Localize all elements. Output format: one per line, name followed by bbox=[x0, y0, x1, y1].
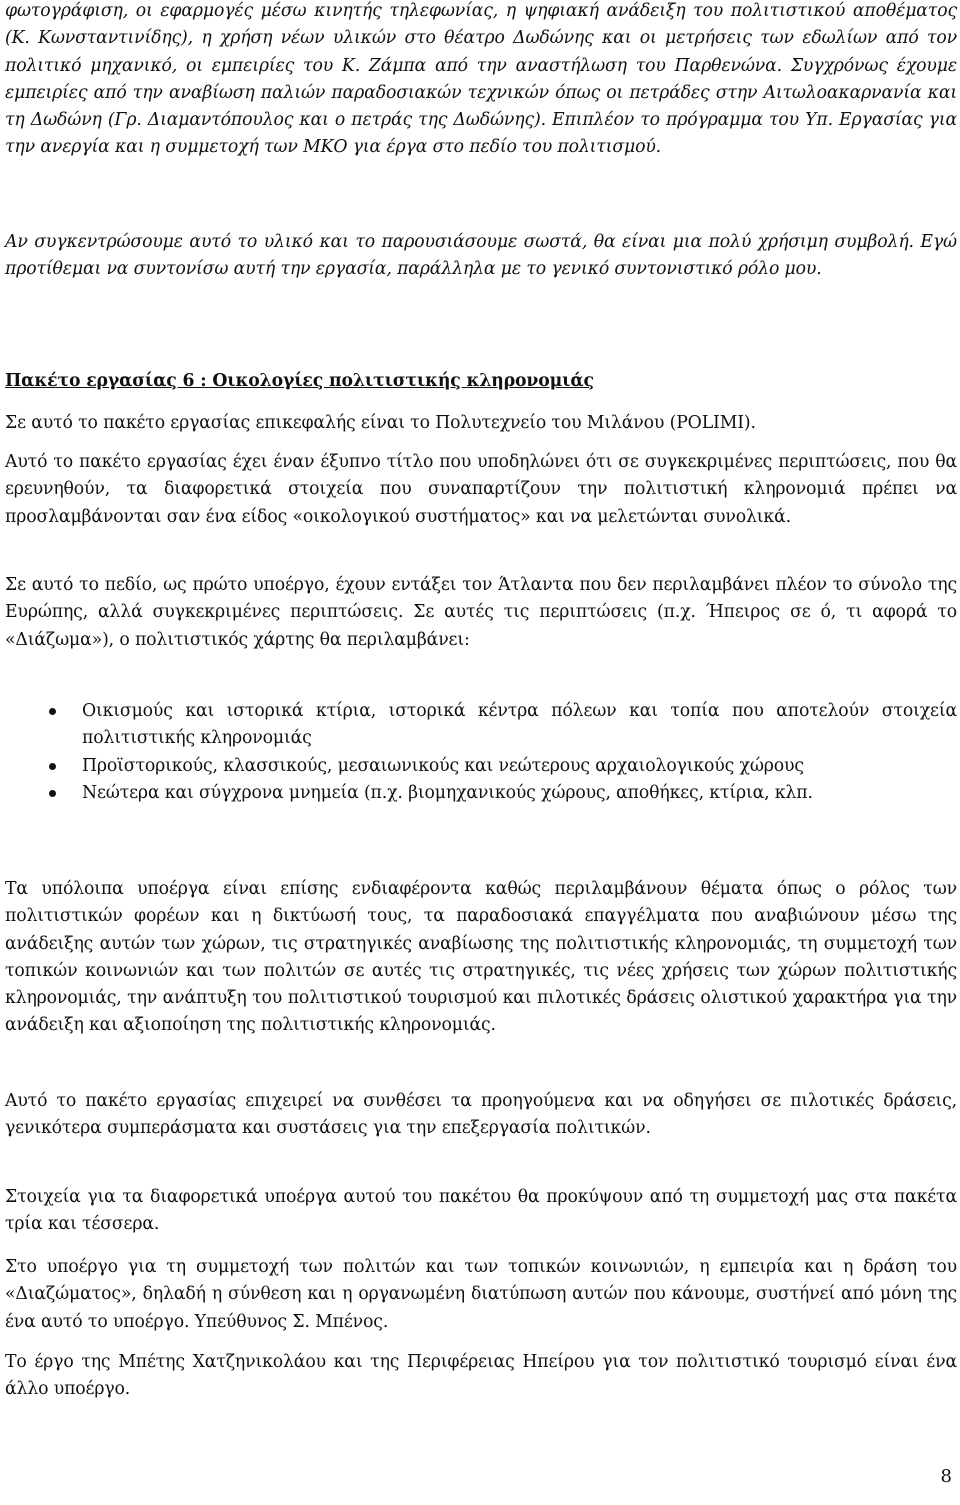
list-item-text: Οικισμούς και ιστορικά κτίρια, ιστορικά κέντρα πόλεων και τοπία που αποτελούν στοιχεία πολιτιστικής κληρονομιάς bbox=[82, 701, 957, 749]
page-number: 8 bbox=[940, 1466, 952, 1487]
section-paragraph-6: Στοιχεία για τα διαφορετικά υποέργα αυτού του πακέτου θα προκύψουν από τη συμμετοχή μας στα πακέτα τρία και τέσσερα. bbox=[5, 1187, 957, 1235]
list-item-text: Προϊστορικούς, κλασσικούς, μεσαιωνικούς και νεώτερους αρχαιολογικούς χώρους bbox=[82, 755, 804, 776]
section-paragraph-3: Σε αυτό το πεδίο, ως πρώτο υποέργο, έχουν εντάξει τον Άτλαντα που δεν περιλαμβάνει πλέον το σύνολο της Ευρώπης, αλλά συγκεκριμένες περιπτώσεις. Σε αυτές τις περιπτώσεις (π.χ. Ήπειρος σε ό, τι αφορά το «Διάζωμα»), ο πολιτιστικός χάρτης θα περιλαμβάνει: bbox=[5, 575, 957, 650]
intro-paragraph-2: Αν συγκεντρώσουμε αυτό το υλικό και το παρουσιάσουμε σωστά, θα είναι μια πολύ χρήσιμη συμβολή. Εγώ προτίθεμαι να συντονίσω αυτή την εργασία, παράλληλα με το γενικό συντονιστικό ρόλο μου. bbox=[5, 232, 957, 280]
bullet-icon bbox=[49, 790, 56, 797]
list-item bbox=[5, 753, 957, 780]
section-paragraph-2: Αυτό το πακέτο εργασίας έχει έναν έξυπνο τίτλο που υποδηλώνει ότι σε συγκεκριμένες περιπτώσεις, που θα ερευνηθούν, τα διαφορετικά στοιχεία που συναπαρτίζουν την πολιτιστική κληρονομιά πρέπει να προσλαμβάνονται σαν ένα είδος «οικολογικού συστήματος» και να μελετώνται συνολικά. bbox=[5, 452, 957, 527]
bullet-icon bbox=[49, 708, 56, 715]
section-paragraph-1: Σε αυτό το πακέτο εργασίας επικεφαλής είναι το Πολυτεχνείο του Μιλάνου (POLIMI). bbox=[5, 413, 756, 433]
section-heading: Πακέτο εργασίας 6 : Οικολογίες πολιτιστικής κληρονομιάς bbox=[5, 371, 594, 391]
list-item bbox=[5, 780, 957, 807]
section-paragraph-7: Στο υποέργο για τη συμμετοχή των πολιτών και των τοπικών κοινωνιών, η εμπειρία και η δράση του «Διαζώματος», δηλαδή η σύνθεση και η οργανωμένη διατύπωση αυτών που κάνουμε, συστήνεί από μόνη της ένα αυτό το υποέργο. Υπεύθυνος Σ. Μπένος. bbox=[5, 1257, 957, 1332]
list-item-text: Νεώτερα και σύγχρονα μνημεία (π.χ. βιομηχανικούς χώρους, αποθήκες, κτίρια, κλπ. bbox=[82, 782, 813, 803]
bullet-icon bbox=[49, 763, 56, 770]
section-paragraph-4: Τα υπόλοιπα υποέργα είναι επίσης ενδιαφέροντα καθώς περιλαμβάνουν θέματα όπως ο ρόλος των πολιτιστικών φορέων και η δικτύωσή τους, τα παραδοσιακά επαγγέλματα που αναβιώνουν μέσω της ανάδειξης αυτών των χώρων, τις στρατηγικές αναβίωσης της πολιτιστικής κληρονομιάς, τη συμμετοχή των τοπικών κοινωνιών και των πολιτών σε αυτές τις στρατηγικές, τις νέες χρήσεις των χώρων πολιτιστικής κληρονομιάς, την ανάπτυξη του πολιτιστικού τουρισμού και πιλοτικές δράσεις ολιστικού χαρακτήρα για την ανάδειξη και αξιοποίηση της πολιτιστικής κληρονομιάς. bbox=[5, 879, 957, 1036]
section-paragraph-5: Αυτό το πακέτο εργασίας επιχειρεί να συνθέσει τα προηγούμενα και να οδηγήσει σε πιλοτικές δράσεις, γενικότερα συμπεράσματα και συστάσεις για την επεξεργασία πολιτικών. bbox=[5, 1091, 957, 1139]
intro-paragraph-1: φωτογράφιση, οι εφαρμογές μέσω κινητής τηλεφωνίας, η ψηφιακή ανάδειξη του πολιτιστικού αποθέματος (Κ. Κωνσταντινίδης), η χρήση νέων υλικών στο θέατρο Δωδώνης και οι μετρήσεις των εδωλίων από τον πολιτικό μηχανικό, οι εμπειρίες του Κ. Ζάμπα από την αναστήλωση του Παρθενώνα. Συγχρόνως έχουμε εμπειρίες από την αναβίωση παλιών παραδοσιακών τεχνικών όπως οι πετράδες στην Αιτωλοακαρνανία και τη Δωδώνη (Γρ. Διαμαντόπουλος και ο πετράς της Δωδώνης). Επιπλέον το πρόγραμμα του Υπ. Εργασίας για την ανεργία και η συμμετοχή των ΜΚΟ για έργα στο πεδίο του πολιτισμού. bbox=[5, 1, 957, 158]
list-item bbox=[5, 698, 957, 753]
bullet-list bbox=[5, 698, 957, 807]
section-paragraph-8: Το έργο της Μπέτης Χατζηνικολάου και της Περιφέρειας Ηπείρου για τον πολιτιστικό τουρισμό είναι ένα άλλο υποέργο. bbox=[5, 1352, 957, 1400]
